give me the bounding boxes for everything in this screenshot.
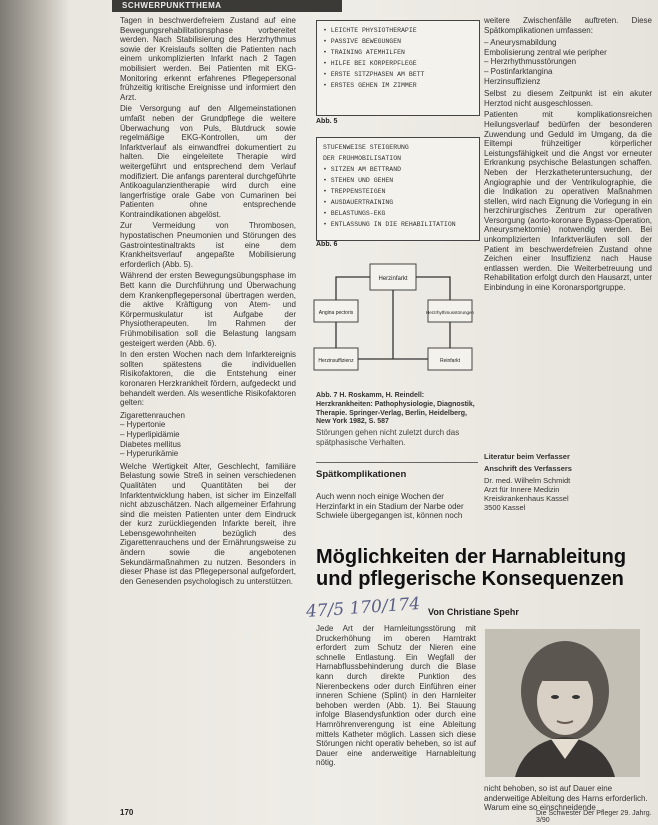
book-binding-shadow bbox=[0, 0, 70, 825]
text-column-left bbox=[120, 16, 296, 588]
box-line: • LEICHTE PHYSIOTHERAPIE bbox=[323, 27, 417, 34]
text-column-middle: Auch wenn noch einige Wochen der Herzinfarkt in ein Stadium der Narbe oder Schwiele übergegangen ist, können noch bbox=[316, 492, 464, 521]
paragraph: Tagen in beschwerdefreiem Zustand auf eine Bewegungsrehabilitationsphase vorbereitet werden. Nach Stabilisierung des Herzrhythmus sowie der Kreislaufs sollten die Patienten nach einem unkomplizierten Infarkt nach 2 Tagen mobilisiert werden. Bei Patienten mit EKG-Monitoring erkennt erfahrenes Pflegepersonal frühzeitig kritische Ereignisse und informiert den Arzt. bbox=[120, 16, 296, 102]
address-line: Dr. med. Wilhelm Schmidt bbox=[484, 476, 571, 485]
paragraph: Zur Vermeidung von Thrombosen, hypostatischen Pneumonien und Störungen des Gastrointestinaltrakts ist eine dem Krankheitsverlauf angepaßte Mobilisierung erforderlich (Abb. 5). bbox=[120, 221, 296, 269]
box-line: • STEHEN UND GEHEN bbox=[323, 177, 394, 184]
box-line: • ERSTES GEHEN IM ZIMMER bbox=[323, 82, 417, 89]
paragraph: Patienten mit komplikationsreichen Heilungsverlauf bedürfen der besonderen Zuwendung und Geduld im Umgang, da die Eiltempi frühzeitiger körperlicher Leistungsfähigkeit und die Angst vor erneuter Erkrankung psychische Belastungen schaffen. Neben der Herzkatheteruntersuchung, der Angiographie und der Ventrikulographie, die die Indikation zu operativen Maßnahmen stellen, wird nach Eignung die Vorlegung in ein herzchirurgisches Zentrum zur operativen Versorgung (aorto-koronare Bypass-Operation, Aneurysmektomie) notwendig werden. Bei unkomplizierten Infarktverläufen soll der Patient im beschwerdefreien Zustand ohne Zeichen einer Insuffizienz nach Hause entlassen werden. Die Weiterbetreuung und Rehabilitation erfolgt durch den Hausarzt, unter Einbindung in eine Koronarsportgruppe. bbox=[484, 110, 652, 293]
paragraph: In den ersten Wochen nach dem Infarktereignis sollten spätestens die individuellen Risikofaktoren, die die Entstehung einer koronaren Herzkrankheit fördern, aufgedeckt und behandelt werden. Als wesentliche Risikofaktoren gelten: bbox=[120, 350, 296, 408]
list-item: – Hypertonie bbox=[120, 420, 166, 430]
figure-label-5: Abb. 5 bbox=[316, 118, 338, 125]
diagram-box-label: Reinfarkt bbox=[439, 358, 461, 364]
paragraph: weitere Zwischenfälle auftreten. Diese Spätkomplikationen umfassen: bbox=[484, 16, 652, 35]
article-text-column: Jede Art der Harnleitungsstörung mit Druckerhöhung im oberen Harntrakt erfordert zum Schutz der Nieren eine schnelle Entlastung. Ein Wegfall der Harnabflussbehinderung durch die Blase kann durch direkte Punktion des Nierenbeckens oder durch Einführen einer inneren Schiene (Splint) in den Harnleiter behoben werden (Abb. 1). Bei Stauung infolge Blasendysfunktion oder durch eine Harnröhrenverengung ist eine Ableitung mittels Katheter möglich. Lassen sich diese Störungen nicht operativ beheben, so ist auf Dauer eine anderweitige Harnableitung nötig. bbox=[316, 624, 476, 768]
complications-diagram bbox=[312, 256, 474, 384]
page-number: 170 bbox=[120, 808, 134, 817]
complication-list bbox=[484, 38, 652, 86]
list-item: – Postinfarktangina bbox=[484, 66, 553, 76]
box-line: • PASSIVE BEWEGUNGEN bbox=[323, 38, 402, 45]
list-item: – Hyperurikämie bbox=[120, 449, 179, 459]
literature-heading: Literatur beim Verfasser bbox=[484, 452, 570, 461]
section-heading: Spätkomplikationen bbox=[316, 469, 407, 480]
box-line: • TRAINING ATEMHILFEN bbox=[323, 49, 405, 56]
journal-footer: Die Schwester Der Pfleger 29. Jahrg. 3/90 bbox=[536, 810, 652, 824]
paragraph: Welche Wertigkeit Alter, Geschlecht, familiäre Belastung sowie Streß in seinen verschiedenen Qualitäten und Quantitäten bei der Infarktentwicklung haben, ist sicher im Einzelfall nicht abzuschätzen. Nach allgemeiner Erfahrung sind die meisten Patienten unter dem Eindruck der kurz zurückliegenden Infarkte bereit, ihre Lebensgewohnheiten bezüglich des Zigarettenrauchens und der Ernährungsweise zu ändern sowie die angebotenen Sekundärmaßnahmen zu nutzen. Besonders in dieser Phase ist das Pflegepersonal aufgefordert, den Genesenden psychologisch zu unterstützen. bbox=[120, 461, 296, 586]
figure-footnote: Störungen gehen nicht zuletzt durch das spätphasische Verhalten. bbox=[316, 428, 460, 447]
address-line: Arzt für Innere Medizin bbox=[484, 485, 560, 494]
list-item: Diabetes mellitus bbox=[120, 439, 181, 449]
article-title: Möglichkeiten der Harnableitung und pflegerische Konsequenzen bbox=[316, 546, 627, 590]
diagram-box-label: Herzinsuffizienz bbox=[318, 358, 354, 364]
figure-label-6: Abb. 6 bbox=[316, 241, 338, 248]
box-line: • SITZEN AM BETTRAND bbox=[323, 166, 402, 173]
list-item: – Herzrhythmusstörungen bbox=[484, 57, 577, 67]
article-text-right: nicht behoben, so ist auf Dauer eine anderweitige Ableitung des Harns erforderlich. Warum eine so einschneidende bbox=[484, 784, 648, 813]
paragraph: Selbst zu diesem Zeitpunkt ist ein akuter Herztod nicht ausgeschlossen. bbox=[484, 89, 652, 108]
box-line: • ERSTE SITZPHASEN AM BETT bbox=[323, 71, 425, 78]
diagram-box-label: Angina pectoris bbox=[318, 310, 354, 316]
list-item: – Hyperlipidämie bbox=[120, 429, 180, 439]
diagram-center-label: Herzinfarkt bbox=[378, 276, 408, 282]
risk-factor-list bbox=[120, 411, 296, 459]
box-line: • TREPPENSTEIGEN bbox=[323, 188, 386, 195]
list-item: Embolisierung zentral wie peripher bbox=[484, 47, 607, 57]
figure-box-6 bbox=[316, 137, 480, 241]
address-line: 3500 Kassel bbox=[484, 503, 526, 512]
address-line: Kreiskrankenhaus Kassel bbox=[484, 494, 569, 503]
figure-caption-7: Abb. 7 H. Roskamm, H. Reindell: Herzkrankheiten: Pathophysiologie, Diagnostik, Therapie. Springer-Verlag, Berlin, Heidelberg, New York 1982, S. 587 bbox=[316, 392, 475, 426]
box-line: • BELASTUNGS-EKG bbox=[323, 210, 386, 217]
author-portrait-photo bbox=[485, 629, 640, 777]
box-line: STUFENWEISE STEIGERUNG bbox=[323, 144, 409, 151]
handwritten-note: 47/5 170/174 bbox=[305, 594, 421, 622]
paragraph: Die Versorgung auf den Allgemeinstationen umfaßt neben der Grundpflege die weitere Überwachung von Puls, Blutdruck sowie regelmäßige EKG-Kontrollen, um der Infarktverlauf als einwandfrei dokumentiert zu halten. Die eingeleitete Therapie wird weitergeführt und entsprechend dem Verlauf modifiziert. Die anfangs parenteral durchgeführte Antikoagulanzientherapie wird durch eine langerfristige orale Gabe von Cumarinen bei Patienten ohne entsprechende Kontraindikationen abgelöst. bbox=[120, 104, 296, 219]
list-item: Zigarettenrauchen bbox=[120, 410, 185, 420]
diagram-box-label: Herzrhythmusstörungen bbox=[425, 310, 474, 315]
address-heading: Anschrift des Verfassers bbox=[484, 464, 572, 473]
portrait-illustration bbox=[485, 629, 640, 777]
box-line: • ENTLASSUNG IN DIE REHABILITATION bbox=[323, 221, 456, 228]
list-item: Herzinsuffizienz bbox=[484, 76, 541, 86]
section-header: SCHWERPUNKTTHEMA bbox=[122, 1, 222, 10]
box-line: • HILFE BEI KÖRPERPFLEGE bbox=[323, 60, 417, 67]
list-item: – Aneurysmabildung bbox=[484, 38, 557, 48]
box-line: DER FRÜHMOBILISATION bbox=[323, 155, 402, 162]
paragraph: Während der ersten Bewegungsübungsphase im Bett kann die Durchführung und Überwachung dem Krankenpflegepersonal übertragen werden, die aktive Kräftigung von Atem- und Körpermuskulatur ist Aufgabe der Physiotherapeuten. Im Rahmen der Frühmobilisation soll die Belastung langsam gesteigert werden (Abb. 6). bbox=[120, 271, 296, 348]
literature-block bbox=[484, 452, 634, 512]
figure-box-5 bbox=[316, 20, 480, 116]
text-column-right bbox=[484, 16, 652, 295]
divider bbox=[316, 462, 478, 463]
box-line: • AUSDAUERTRAINING bbox=[323, 199, 394, 206]
article-byline: Von Christiane Spehr bbox=[428, 607, 519, 617]
